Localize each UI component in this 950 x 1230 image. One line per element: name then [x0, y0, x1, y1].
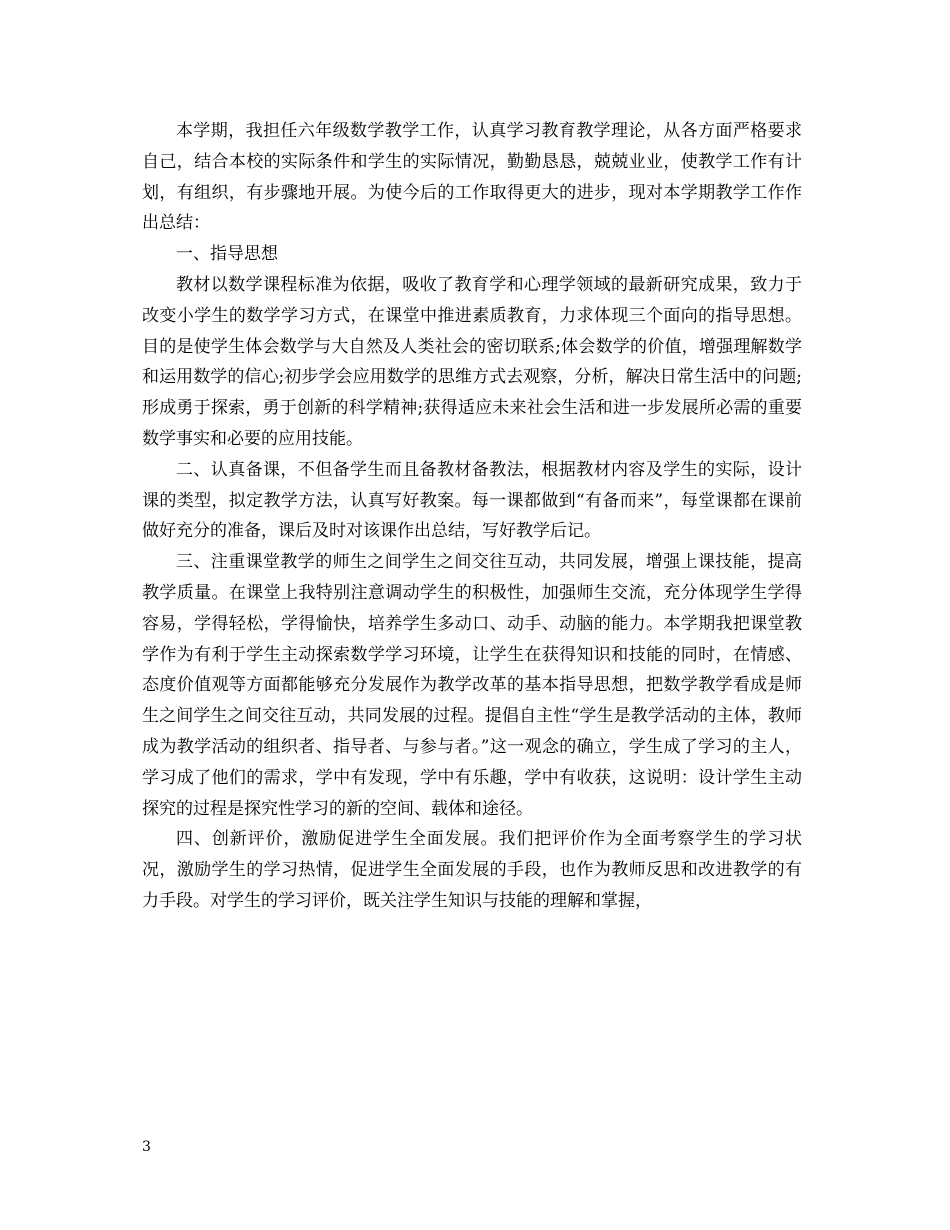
intro-paragraph: 本学期，我担任六年级数学教学工作，认真学习教育教学理论，从各方面严格要求自己，结合本校的实际条件和学生的实际情况，勤勤恳恳，兢兢业业，使教学工作有计划，有组织，有步骤地开展。为使今后的工作取得更大的进步，现对本学期教学工作作出总结：	[142, 121, 802, 234]
page-number: 3	[142, 1139, 151, 1155]
lesson-preparation-paragraph: 二、认真备课，不但备学生而且备教材备教法，根据教材内容及学生的实际，设计课的类型，拟定教学方法，认真写好教案。每一课都做到“有备而来”，每堂课都在课前做好充分的准备，课后及时对该课作出总结，写好教学后记。	[142, 459, 802, 542]
classroom-teaching-paragraph: 三、注重课堂教学的师生之间学生之间交往互动，共同发展，增强上课技能，提高教学质量。在课堂上我特别注意调动学生的积极性，加强师生交流，充分体现学生学得容易，学得轻松，学得愉快，培养学生多动口、动手、动脑的能力。本学期我把课堂教学作为有利于学生主动探索数学学习环境，让学生在获得知识和技能的同时，在情感、态度价值观等方面都能够充分发展作为教学改革的基本指导思想，把数学教学看成是师生之间学生之间交往互动，共同发展的过程。提倡自主性“学生是教学活动的主体，教师成为教学活动的组织者、指导者、与参与者。”这一观念的确立，学生成了学习的主人，学习成了他们的需求，学中有发现，学中有乐趣，学中有收获，这说明：设计学生主动探究的过程是探究性学习的新的空间、载体和途径。	[142, 552, 802, 819]
evaluation-paragraph: 四、创新评价，激励促进学生全面发展。我们把评价作为全面考察学生的学习状况，激励学生的学习热情，促进学生全面发展的手段，也作为教师反思和改进教学的有力手段。对学生的学习评价，既关注学生知识与技能的理解和掌握，	[142, 829, 802, 911]
document-body	[142, 116, 802, 917]
guiding-thought-paragraph: 教材以数学课程标准为依据，吸收了教育学和心理学领域的最新研究成果，致力于改变小学生的数学学习方式，在课堂中推进素质教育，力求体现三个面向的指导思想。目的是使学生体会数学与大自然及人类社会的密切联系;体会数学的价值，增强理解数学和运用数学的信心;初步学会应用数学的思维方式去观察，分析，解决日常生活中的问题;形成勇于探索，勇于创新的科学精神;获得适应未来社会生活和进一步发展所必需的重要数学事实和必要的应用技能。	[142, 274, 802, 449]
section-heading-guiding-thought: 一、指导思想	[176, 244, 278, 265]
